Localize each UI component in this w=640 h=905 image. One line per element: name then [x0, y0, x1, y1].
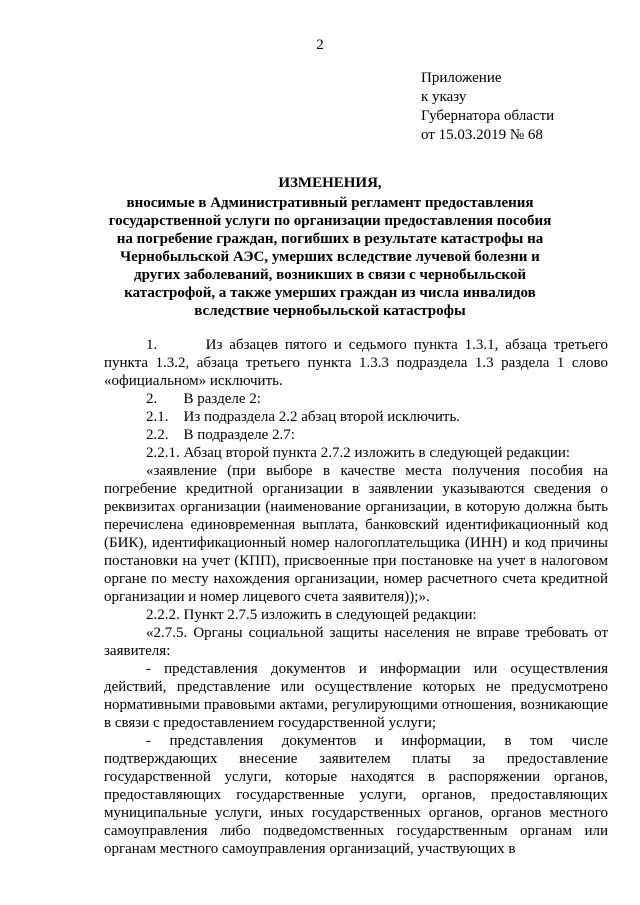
- appendix-line: от 15.03.2019 № 68: [421, 127, 543, 143]
- document-body: [104, 336, 608, 858]
- paragraph: 2.2. В подразделе 2.7:: [146, 427, 295, 443]
- appendix-line: к указу: [421, 89, 467, 105]
- paragraph: 2.1. Из подраздела 2.2 абзац второй исключить.: [146, 409, 461, 425]
- paragraph: 2.2.1. Абзац второй пункта 2.7.2 изложить в следующей редакции:: [146, 445, 571, 461]
- paragraph: - представления документов и информации, в том числе подтверждающих внесение заявителем платы за предоставление государственной услуги, которые находятся в распоряжении органов, предоставляющих государственные услуги, органов, предоставляющих муниципальные услуги, иных государственных органов, органов местного самоуправления либо подведомственных государственным органам или органам местного самоуправления организаций, участвующих в: [104, 733, 608, 857]
- paragraph: 2.2.2. Пункт 2.7.5 изложить в следующей редакции:: [146, 607, 477, 623]
- appendix-block: [421, 69, 554, 145]
- document-heading: [100, 174, 560, 320]
- paragraph: - представления документов и информации или осуществления действий, представление или осуществление которых не предусмотрено нормативными правовыми актами, регулирующими отношения, возникающие в связи с предоставлением государственной услуги;: [104, 661, 608, 731]
- heading-subtitle: вносимые в Административный регламент предоставления государственной услуги по организации предоставления пособия на погребение граждан, погибших в результате катастрофы на Чернобыльской АЭС, умерших вследствие лучевой болезни и других заболеваний, возникших в связи с чернобыльской катастрофой, а также умерших граждан из числа инвалидов вследствие чернобыльской катастрофы: [108, 195, 552, 319]
- appendix-line: Губернатора области: [421, 108, 555, 124]
- paragraph: «заявление (при выборе в качестве места получения пособия на погребение кредитной организации в заявлении указываются сведения о реквизитах организации (наименование организации, в которую должна быть перечислена единовременная выплата, банковский идентификационный код (БИК), идентификационный номер налогоплательщика (ИНН) и код причины постановки на учет (КПП), присвоенные при постановке на учет в налоговом органе по месту нахождения организации, номер расчетного счета кредитной организации и номер лицевого счета заявителя));».: [104, 463, 608, 605]
- paragraph: «2.7.5. Органы социальной защиты населения не вправе требовать от заявителя:: [104, 625, 608, 659]
- heading-title: ИЗМЕНЕНИЯ,: [278, 175, 382, 191]
- appendix-line: Приложение: [421, 70, 502, 86]
- paragraph: 2. В разделе 2:: [146, 391, 261, 407]
- paragraph: 1. Из абзацев пятого и седьмого пункта 1.3.1, абзаца третьего пункта 1.3.2, абзаца третьего пункта 1.3.3 подраздела 1.3 раздела 1 слово «официальном» исключить.: [104, 337, 608, 389]
- page-number: 2: [316, 37, 324, 53]
